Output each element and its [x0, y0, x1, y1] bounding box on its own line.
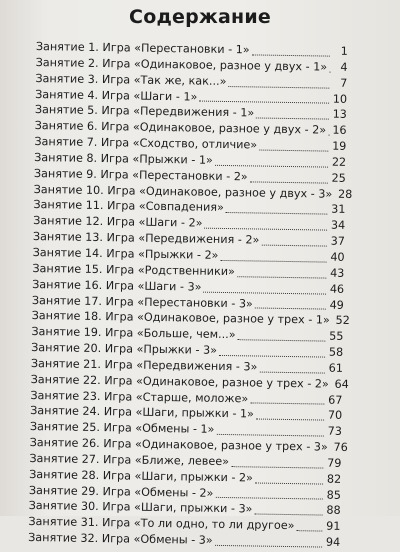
dot-leader: [219, 355, 325, 358]
toc-entry-page-number: 58: [327, 346, 343, 359]
toc-entry-title: Занятие 21. Игра «Передвижения - 3»: [31, 357, 258, 374]
toc-entry-title: Занятие 12. Игра «Шаги - 2»: [33, 214, 203, 230]
toc-entry-page-number: 52: [334, 314, 350, 327]
toc-entry-page-number: 1: [332, 45, 348, 58]
toc-entry-title: Занятие 1. Игра «Перестановки - 1»: [36, 40, 250, 56]
toc-entry-page-number: 85: [325, 488, 341, 501]
dot-leader: [215, 545, 322, 548]
toc-entry-title: Занятие 16. Игра «Шаги - 3»: [32, 278, 202, 294]
dot-leader: [216, 434, 323, 437]
toc-entry-title: Занятие 11. Игра «Совпадения»: [33, 198, 224, 214]
dot-leader: [204, 228, 327, 231]
toc-entry-title: Занятие 20. Игра «Прыжки - 3»: [31, 341, 217, 357]
toc-entry-page-number: 91: [324, 520, 340, 533]
dot-leader: [256, 118, 329, 120]
toc-entry-page-number: 82: [325, 472, 341, 485]
page-title: Содержание: [0, 6, 400, 28]
dot-leader: [250, 181, 328, 183]
toc-entry-title: Занятие 13. Игра «Передвижения - 2»: [33, 230, 260, 247]
dot-leader: [215, 497, 322, 500]
dot-leader: [238, 339, 326, 341]
toc-entry-page-number: 67: [326, 393, 342, 406]
toc-entry-page-number: 16: [331, 124, 347, 137]
toc-entry-title: Занятие 4. Игра «Шаги - 1»: [35, 88, 197, 104]
toc-entry-page-number: 64: [333, 377, 349, 390]
toc-entry-title: Занятие 24. Игра «Шаги, прыжки - 1»: [30, 404, 254, 421]
toc-entry-page-number: 40: [329, 251, 345, 264]
toc-entry-page-number: 46: [328, 282, 344, 295]
toc-entry-title: Занятие 14. Игра «Прыжки - 2»: [33, 246, 219, 262]
dot-leader: [255, 482, 323, 484]
dot-leader: [329, 71, 330, 72]
dot-leader: [259, 149, 328, 151]
toc-entry-title: Занятие 30. Игра «Шаги, прыжки - 3»: [29, 499, 253, 516]
toc-entry-page-number: 10: [331, 92, 347, 105]
toc-entry-title: Занятие 3. Игра «Так же, как...»: [35, 72, 226, 88]
toc-entry-title: Занятие 29. Игра «Обмены - 2»: [29, 484, 214, 500]
toc-entry-title: Занятие 28. Игра «Шаги, прыжки - 2»: [29, 468, 253, 485]
toc-entry-title: Занятие 6. Игра «Одинаковое, разное у двух - 2»: [35, 119, 327, 137]
toc-entry-title: Занятие 19. Игра «Больше, чем...»: [31, 325, 235, 341]
toc-entry-title: Занятие 18. Игра «Одинаковое, разное у трех - 1»: [32, 309, 330, 327]
toc-entry-title: Занятие 23. Игра «Старше, моложе»: [30, 389, 248, 405]
dot-leader: [252, 54, 330, 56]
toc-entry-title: Занятие 26. Игра «Одинаковое, разное у трех - 3»: [30, 436, 328, 454]
toc-entry-page-number: 4: [332, 60, 348, 73]
dot-leader: [259, 371, 324, 373]
dot-leader: [261, 245, 326, 247]
toc-entry-page-number: 22: [330, 156, 346, 169]
dot-leader: [199, 101, 329, 104]
toc-entry-title: Занятие 15. Игра «Родственники»: [32, 262, 235, 278]
dot-leader: [226, 212, 328, 215]
toc-entry-page-number: 79: [325, 457, 341, 470]
toc-entry-page-number: 13: [331, 108, 347, 121]
toc-entry-page-number: 49: [328, 298, 344, 311]
toc-entry-page-number: 31: [329, 203, 345, 216]
toc-entry-title: Занятие 10. Игра «Одинаковое, разное у двух - 3»: [34, 183, 333, 201]
toc-entry-title: Занятие 9. Игра «Перестановки - 2»: [34, 167, 248, 183]
toc-entry-page-number: 73: [326, 425, 342, 438]
dot-leader: [203, 291, 326, 294]
toc-entry-page-number: 25: [330, 171, 346, 184]
toc-entry-title: Занятие 2. Игра «Одинаковое, разное у двух - 1»: [36, 56, 328, 74]
toc-entry-page-number: 34: [329, 219, 345, 232]
toc-entry-title: Занятие 8. Игра «Прыжки - 1»: [34, 151, 213, 167]
toc-entry-page-number: 94: [324, 536, 340, 549]
toc-entry-page-number: 61: [327, 361, 343, 374]
toc-entry-page-number: 55: [327, 330, 343, 343]
toc-entry-page-number: 88: [325, 504, 341, 517]
dot-leader: [250, 403, 324, 405]
dot-leader: [228, 86, 329, 89]
dot-leader: [220, 260, 326, 263]
toc-entry-title: Занятие 7. Игра «Сходство, отличие»: [34, 135, 257, 151]
dot-leader: [296, 530, 322, 531]
toc-entry-title: Занятие 25. Игра «Обмены - 1»: [30, 420, 215, 436]
toc-entry-title: Занятие 32. Игра «Обмены - 3»: [28, 531, 213, 547]
toc-entry-title: Занятие 17. Игра «Перестановки - 3»: [32, 293, 253, 309]
toc-entry-title: Занятие 22. Игра «Одинаковое, разное у трех - 2»: [31, 373, 329, 391]
toc-entry-page-number: 28: [336, 187, 352, 200]
dot-leader: [256, 419, 324, 421]
dot-leader: [231, 466, 323, 468]
toc-entry-title: Занятие 31. Игра «То ли одно, то ли другое»: [28, 515, 294, 532]
table-of-contents: [28, 40, 348, 552]
toc-entry-page-number: 43: [328, 266, 344, 279]
dot-leader: [328, 135, 329, 136]
toc-entry-page-number: 70: [326, 409, 342, 422]
toc-entry-page-number: 19: [330, 140, 346, 153]
toc-entry-title: Занятие 5. Игра «Передвижения - 1»: [35, 103, 255, 119]
toc-entry-page-number: 76: [332, 441, 348, 454]
dot-leader: [255, 308, 326, 310]
dot-leader: [237, 276, 327, 278]
toc-entry-page-number: 37: [329, 235, 345, 248]
dot-leader: [215, 165, 328, 168]
toc-entry-title: Занятие 27. Игра «Ближе, левее»: [29, 452, 229, 468]
toc-entry-page-number: 7: [331, 76, 347, 89]
